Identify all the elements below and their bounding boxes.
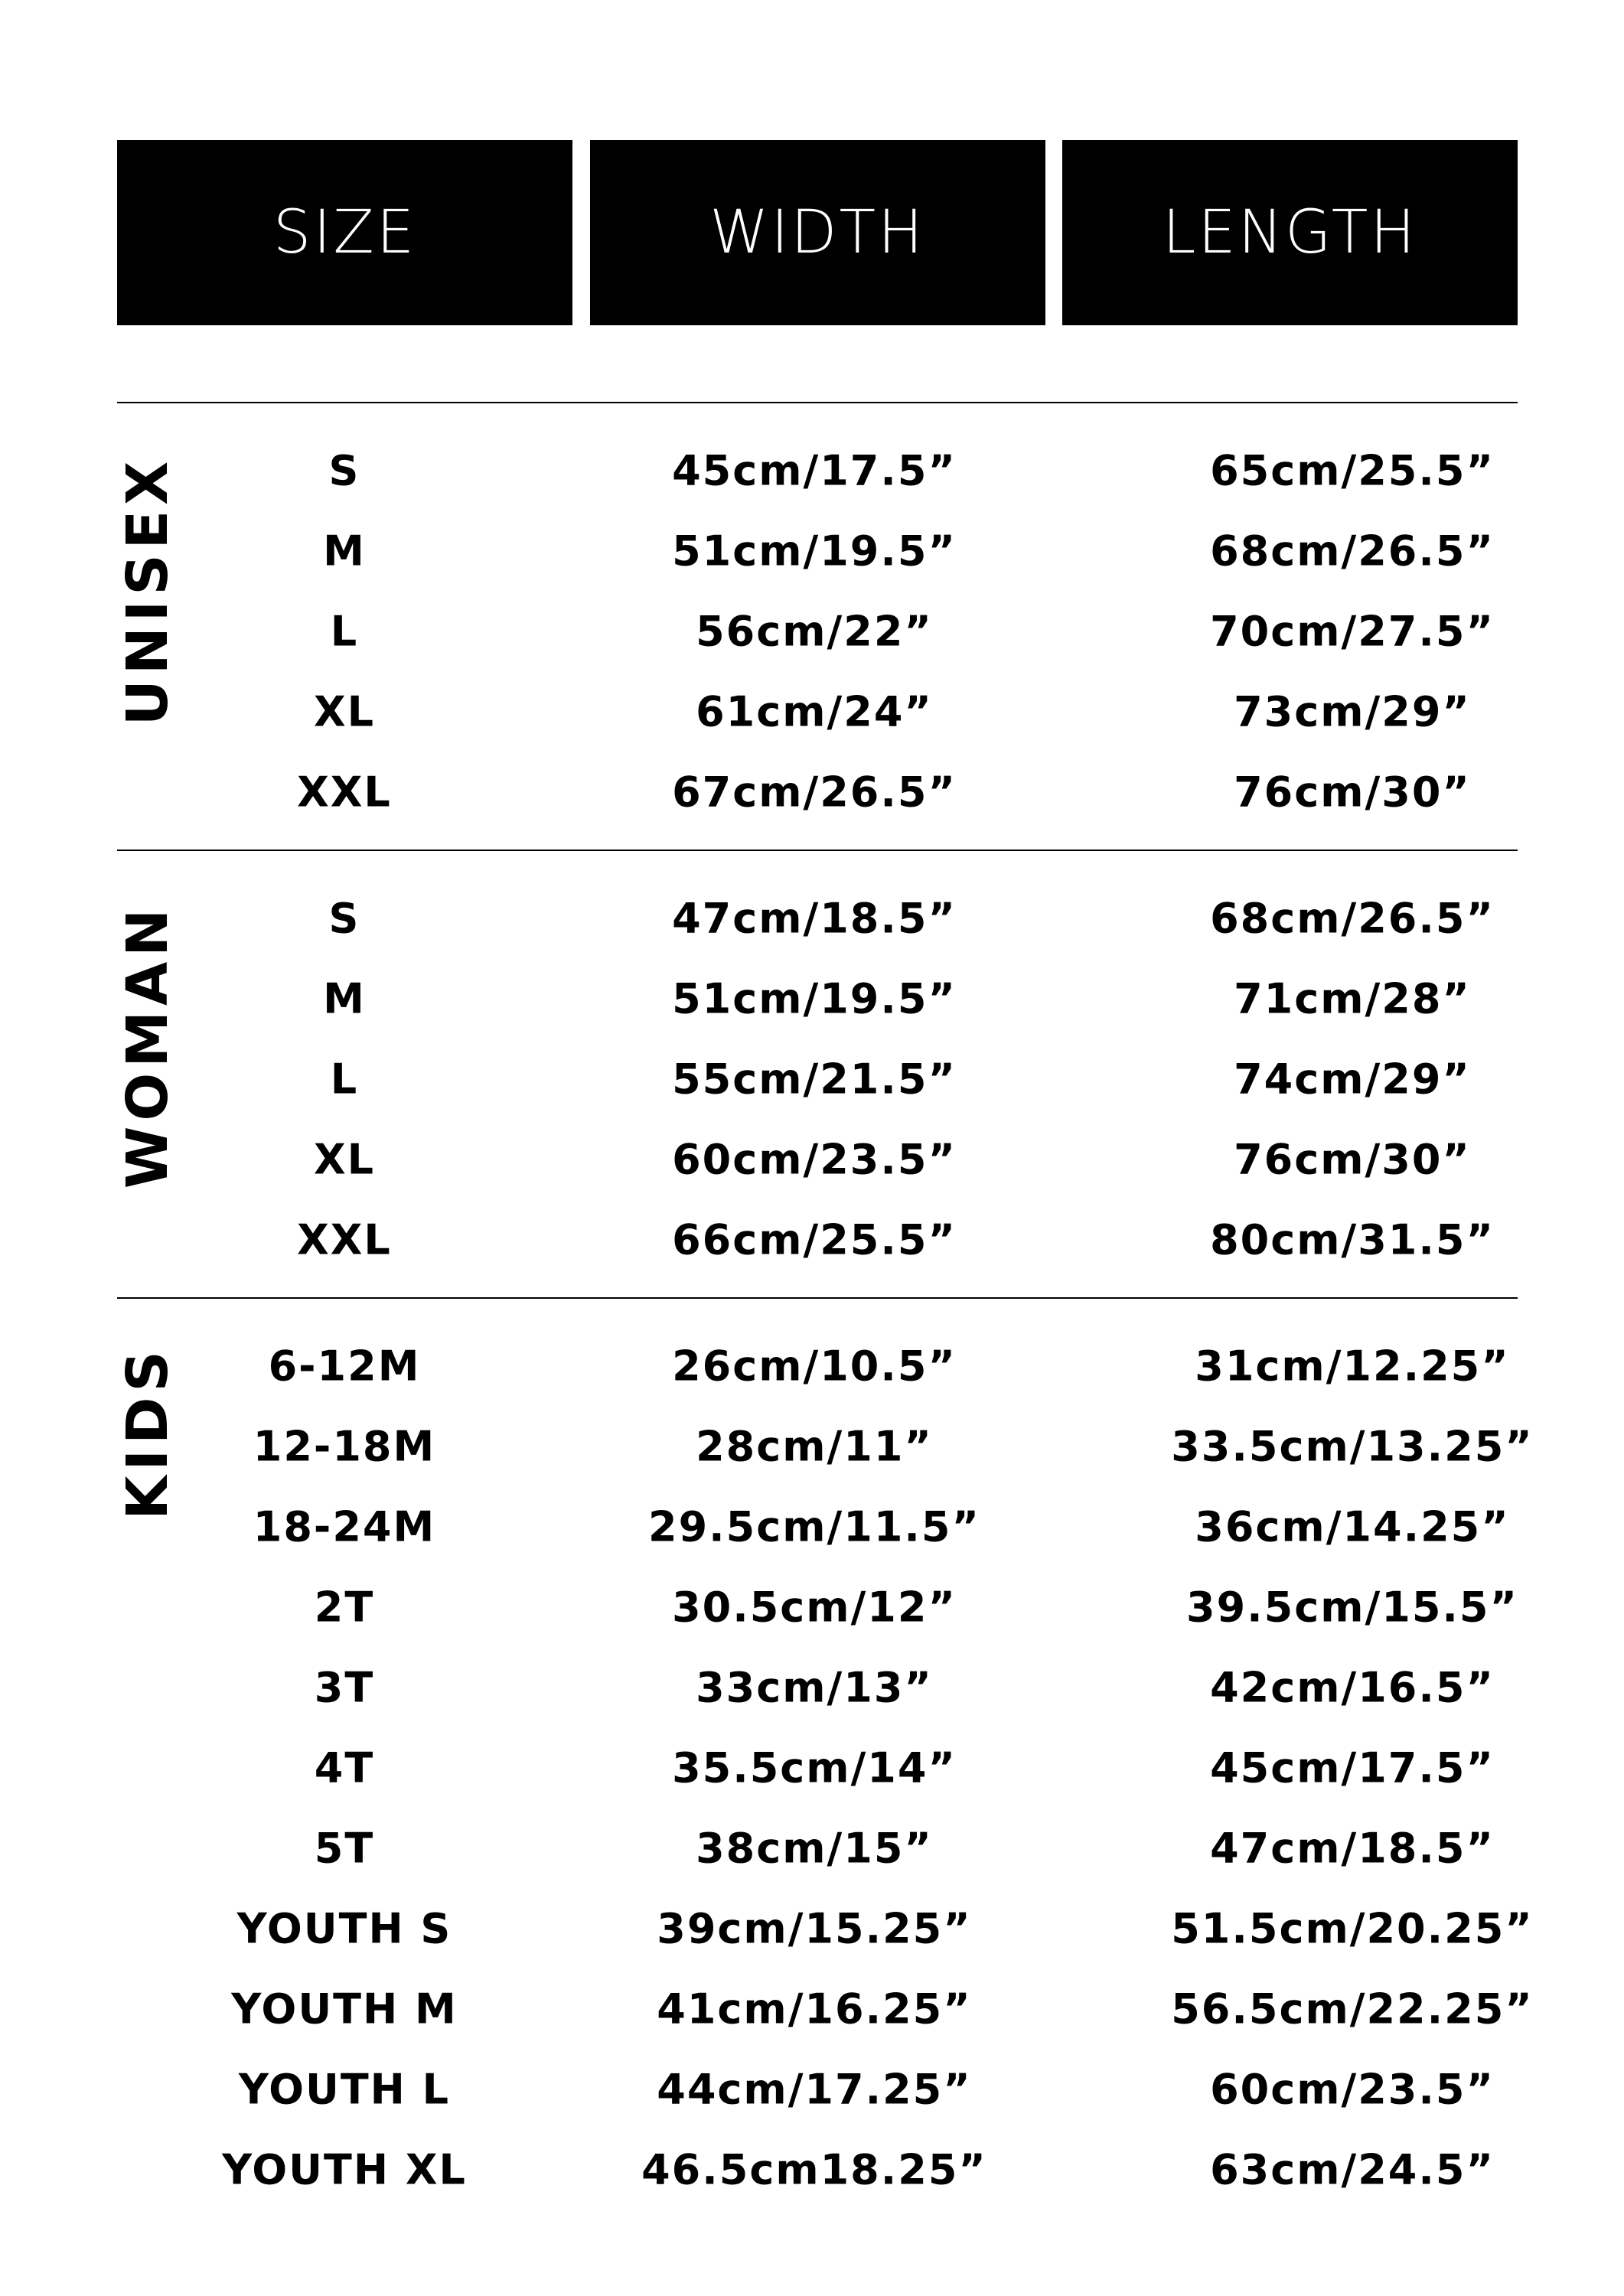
width-cell: 47cm/18.5” xyxy=(672,894,957,942)
rows-woman xyxy=(117,878,1518,1280)
width-cell: 35.5cm/14” xyxy=(672,1743,957,1792)
length-cell: 36cm/14.25” xyxy=(1195,1502,1510,1551)
header-size: SIZE xyxy=(117,140,572,325)
table-row xyxy=(117,958,1518,1039)
size-cell: YOUTH M xyxy=(231,1985,458,2033)
length-cell: 68cm/26.5” xyxy=(1210,527,1495,575)
length-cell: 65cm/25.5” xyxy=(1210,446,1495,494)
table-row xyxy=(117,1039,1518,1119)
width-cell: 39cm/15.25” xyxy=(657,1904,972,1952)
width-cell: 26cm/10.5” xyxy=(672,1342,957,1390)
section-unisex xyxy=(117,402,1518,851)
width-cell: 46.5cm18.25” xyxy=(641,2145,987,2193)
table-row xyxy=(117,1647,1518,1727)
rows-kids xyxy=(117,1326,1534,2210)
table-row xyxy=(117,671,1518,752)
width-cell: 38cm/15” xyxy=(696,1824,933,1872)
length-cell: 70cm/27.5” xyxy=(1210,607,1495,655)
size-cell: L xyxy=(330,607,359,655)
size-cell: 6-12M xyxy=(268,1342,421,1390)
size-cell: 5T xyxy=(314,1824,375,1872)
size-cell: YOUTH S xyxy=(236,1904,452,1952)
width-cell: 61cm/24” xyxy=(696,687,933,735)
size-cell: XXL xyxy=(297,768,392,816)
rows-unisex xyxy=(117,430,1518,832)
table-row xyxy=(117,1567,1518,1647)
length-cell: 33.5cm/13.25” xyxy=(1171,1422,1534,1470)
header-width: WIDTH xyxy=(590,140,1045,325)
table-row xyxy=(117,1888,1534,1968)
width-cell: 55cm/21.5” xyxy=(672,1055,957,1103)
header-length: LENGTH xyxy=(1062,140,1518,325)
table-row xyxy=(117,510,1518,591)
size-cell: 18-24M xyxy=(253,1502,436,1551)
width-cell: 33cm/13” xyxy=(696,1663,933,1711)
table-row xyxy=(117,1727,1518,1808)
size-cell: S xyxy=(328,446,360,494)
length-cell: 39.5cm/15.5” xyxy=(1186,1583,1518,1631)
size-cell: XL xyxy=(313,1135,376,1183)
table-row xyxy=(117,2049,1518,2129)
width-cell: 51cm/19.5” xyxy=(672,974,957,1022)
size-cell: M xyxy=(323,527,366,575)
length-cell: 80cm/31.5” xyxy=(1210,1215,1495,1264)
width-cell: 30.5cm/12” xyxy=(672,1583,957,1631)
length-cell: 47cm/18.5” xyxy=(1210,1824,1495,1872)
length-cell: 51.5cm/20.25” xyxy=(1171,1904,1534,1952)
table-row xyxy=(117,1199,1518,1280)
section-label-woman: WOMAN xyxy=(115,903,181,1189)
length-cell: 45cm/17.5” xyxy=(1210,1743,1495,1792)
table-row xyxy=(117,430,1518,510)
table-row xyxy=(117,2129,1518,2210)
size-cell: M xyxy=(323,974,366,1022)
table-row xyxy=(117,1326,1518,1406)
width-cell: 44cm/17.25” xyxy=(657,2065,972,2113)
size-cell: 12-18M xyxy=(253,1422,436,1470)
width-cell: 67cm/26.5” xyxy=(672,768,957,816)
width-cell: 51cm/19.5” xyxy=(672,527,957,575)
width-cell: 29.5cm/11.5” xyxy=(648,1502,980,1551)
width-cell: 45cm/17.5” xyxy=(672,446,957,494)
table-row xyxy=(117,1808,1518,1888)
length-cell: 68cm/26.5” xyxy=(1210,894,1495,942)
table-row xyxy=(117,752,1518,832)
table-header xyxy=(117,140,1518,325)
size-cell: XL xyxy=(313,687,376,735)
length-cell: 71cm/28” xyxy=(1234,974,1471,1022)
size-cell: 3T xyxy=(314,1663,375,1711)
section-label-unisex: UNISEX xyxy=(115,455,181,726)
section-kids xyxy=(115,1297,1534,2232)
table-row xyxy=(117,591,1518,671)
length-cell: 74cm/29” xyxy=(1234,1055,1471,1103)
size-cell: S xyxy=(328,894,360,942)
section-woman xyxy=(117,850,1518,1299)
section-label-kids: KIDS xyxy=(115,1345,181,1520)
width-cell: 41cm/16.25” xyxy=(657,1985,972,2033)
table-row xyxy=(117,1968,1534,2049)
size-cell: 2T xyxy=(314,1583,375,1631)
table-row xyxy=(117,1406,1534,1486)
length-cell: 60cm/23.5” xyxy=(1210,2065,1495,2113)
table-row xyxy=(117,1486,1518,1567)
width-cell: 56cm/22” xyxy=(696,607,933,655)
size-cell: YOUTH XL xyxy=(222,2145,467,2193)
table-row xyxy=(117,1119,1518,1199)
width-cell: 66cm/25.5” xyxy=(672,1215,957,1264)
width-cell: 28cm/11” xyxy=(696,1422,933,1470)
length-cell: 42cm/16.5” xyxy=(1210,1663,1495,1711)
length-cell: 56.5cm/22.25” xyxy=(1171,1985,1534,2033)
size-cell: YOUTH L xyxy=(238,2065,451,2113)
table-row xyxy=(117,878,1518,958)
size-cell: 4T xyxy=(314,1743,375,1792)
width-cell: 60cm/23.5” xyxy=(672,1135,957,1183)
length-cell: 63cm/24.5” xyxy=(1210,2145,1495,2193)
length-cell: 73cm/29” xyxy=(1234,687,1471,735)
length-cell: 76cm/30” xyxy=(1234,768,1471,816)
size-cell: XXL xyxy=(297,1215,392,1264)
size-cell: L xyxy=(330,1055,359,1103)
length-cell: 76cm/30” xyxy=(1234,1135,1471,1183)
length-cell: 31cm/12.25” xyxy=(1195,1342,1510,1390)
